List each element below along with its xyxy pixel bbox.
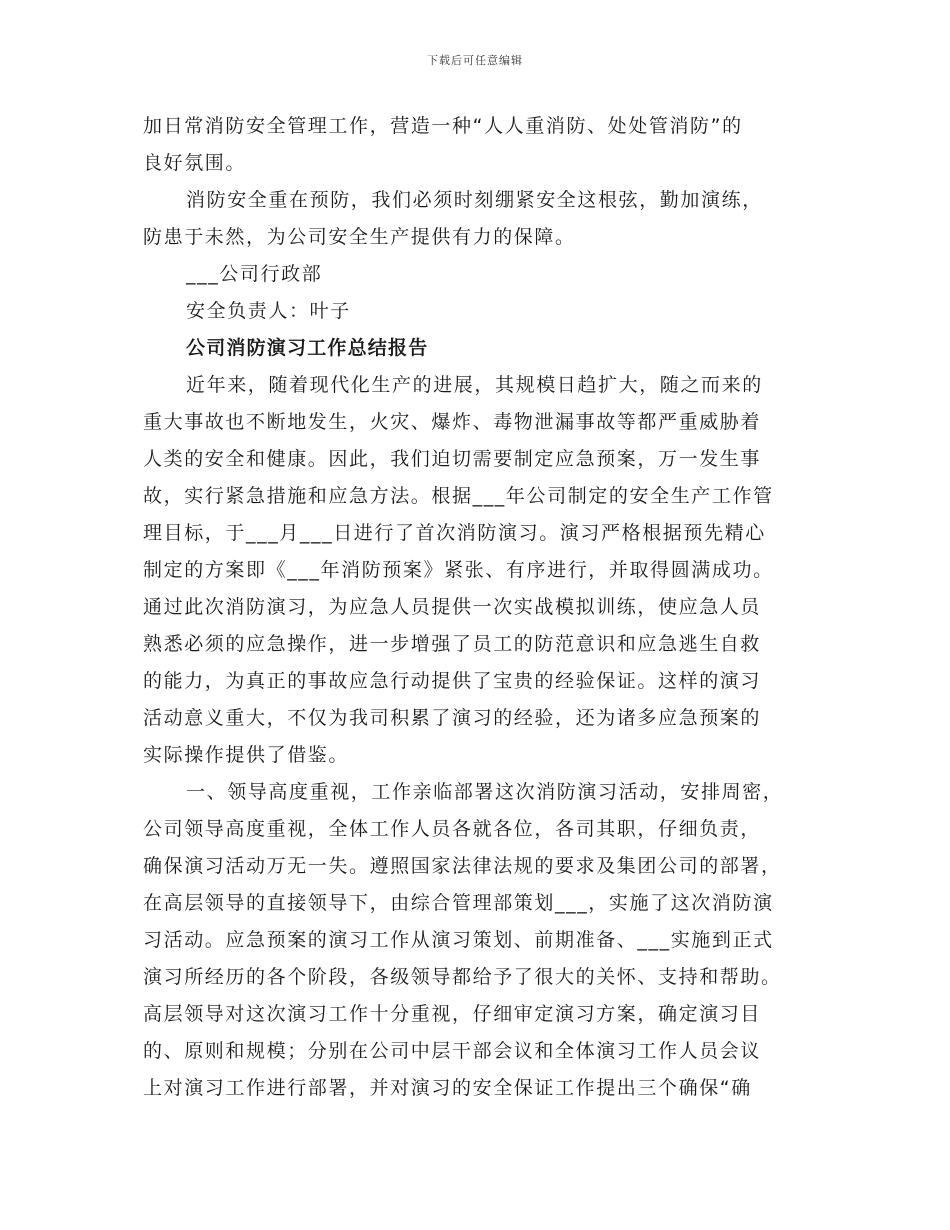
page-header: 下载后可任意编辑 [427, 54, 523, 67]
text-line: 活动意义重大，不仅为我司积累了演习的经验，还为诸多应急预案的 [143, 707, 762, 729]
text-line: 消防安全重在预防，我们必须时刻绷紧安全这根弦，勤加演练， [186, 189, 763, 211]
text-line: 熟悉必须的应急操作，进一步增强了员工的防范意识和应急逃生自救 [143, 633, 762, 655]
text-line: 防患于未然，为公司安全生产提供有力的保障。 [143, 226, 576, 248]
text-line: 公司领导高度重视，全体工作人员各就各位，各司其职，仔细负责， [143, 818, 762, 840]
text-line: 故，实行紧急措施和应急方法。根据___年公司制定的安全生产工作管 [143, 485, 774, 507]
text-line: ___公司行政部 [186, 263, 323, 285]
text-line: 实际操作提供了借鉴。 [143, 744, 350, 766]
text-line: 通过此次消防演习，为应急人员提供一次实战模拟训练，使应急人员 [143, 596, 762, 618]
text-line: 良好氛围。 [143, 152, 247, 174]
section-title: 公司消防演习工作总结报告 [186, 337, 429, 359]
text-line: 的、原则和规模；分别在公司中层干部会议和全体演习工作人员会议 [143, 1040, 762, 1062]
text-line: 演习所经历的各个阶段，各级领导都给予了很大的关怀、支持和帮助。 [143, 966, 782, 988]
document-body [143, 108, 813, 1107]
text-line: 制定的方案即《___年消防预案》紧张、有序进行，并取得圆满成功。 [143, 559, 774, 581]
text-line: 重大事故也不断地发生，火灾、爆炸、毒物泄漏事故等都严重威胁着 [143, 411, 762, 433]
text-line: 一、领导高度重视，工作亲临部署这次消防演习活动，安排周密， [186, 781, 784, 803]
text-line: 高层领导对这次演习工作十分重视，仔细审定演习方案，确定演习目 [143, 1003, 762, 1025]
text-line: 上对演习工作进行部署，并对演习的安全保证工作提出三个确保“确 [143, 1077, 752, 1099]
text-line: 在高层领导的直接领导下，由综合管理部策划___，实施了这次消防演 [143, 892, 774, 914]
text-line: 确保演习活动万无一失。遵照国家法律法规的要求及集团公司的部署， [143, 855, 782, 877]
text-line: 人类的安全和健康。因此，我们迫切需要制定应急预案，万一发生事 [143, 448, 762, 470]
text-line: 理目标，于___月___日进行了首次消防演习。演习严格根据预先精心 [143, 522, 766, 544]
text-line: 安全负责人：叶子 [186, 300, 351, 322]
text-line: 的能力，为真正的事故应急行动提供了宝贵的经验保证。这样的演习 [143, 670, 762, 692]
text-line: 近年来，随着现代化生产的进展，其规模日趋扩大，随之而来的 [186, 374, 763, 396]
text-line: 习活动。应急预案的演习工作从演习策划、前期准备、___实施到正式 [143, 929, 774, 951]
text-line: 加日常消防安全管理工作，营造一种“人人重消防、处处管消防”的 [143, 115, 743, 137]
